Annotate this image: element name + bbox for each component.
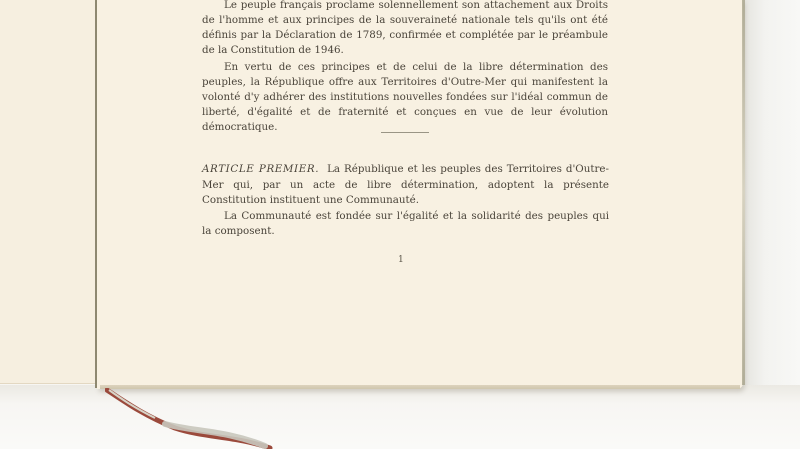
article-paragraph-1 bbox=[202, 162, 609, 209]
article-label: ARTICLE PREMIER. bbox=[202, 163, 320, 175]
preamble-paragraph-1 bbox=[202, 0, 608, 58]
preamble-paragraph-2 bbox=[202, 60, 608, 135]
left-page bbox=[0, 0, 95, 384]
page-edge bbox=[742, 0, 745, 385]
article-premier bbox=[202, 162, 609, 240]
article-paragraph-2: La Communauté est fondée sur l'égalité et la solidarité des peuples qui la composent. bbox=[202, 209, 609, 237]
bookmark-ribbon-icon bbox=[105, 388, 285, 449]
preamble-text-2: En vertu de ces principes et de celui de la libre détermination des peuples, la République offre aux Territoires d'Outre-Mer qui manifestent la volonté d'y adhérer des institutions nouvelles fondées sur l'idéal commun de liberté, d'égalité et de fraternité et conçues en vue de leur évolution démocratique. bbox=[202, 61, 608, 133]
article-text-1: La République et les peuples des Territoires d'Outre-Mer qui, par un acte de libre détermination, adoptent la présente Constitution instituent une Communauté. bbox=[202, 163, 610, 206]
background-right bbox=[742, 0, 800, 449]
preamble-text-1: Le peuple français proclame solennellement son attachement aux Droits de l'homme et aux principes de la souveraineté nationale tels qu'ils ont été définis par la Déclaration de 1789, confirmée et complétée par le préambule de la Constitution de 1946. bbox=[202, 0, 608, 56]
page-number: 1 bbox=[398, 255, 404, 265]
section-divider bbox=[381, 132, 429, 133]
